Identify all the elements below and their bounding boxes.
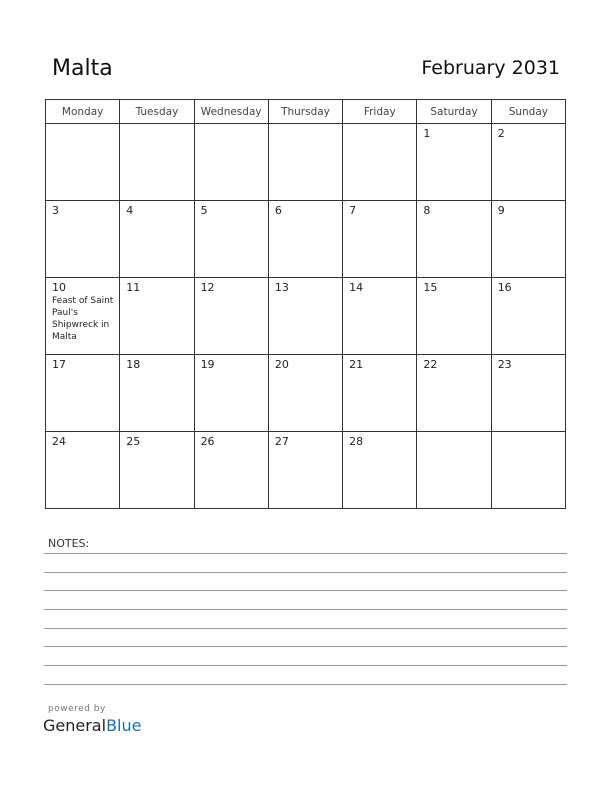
powered-by-text: powered by: [48, 704, 106, 714]
day-number: 3: [52, 204, 59, 217]
weekday-header-row: [46, 100, 566, 124]
day-cell: [194, 278, 268, 355]
weekday-thursday: Thursday: [268, 100, 342, 124]
week-row: [46, 278, 566, 355]
note-line: [44, 553, 567, 554]
day-number: 10: [52, 281, 66, 294]
day-number: 25: [126, 435, 141, 448]
day-cell: [491, 278, 565, 355]
day-number: 26: [200, 435, 215, 448]
week-row: [46, 432, 566, 509]
day-cell: [268, 278, 342, 355]
day-cell: [343, 278, 417, 355]
note-line: [44, 646, 567, 647]
day-number: 5: [200, 204, 208, 217]
day-cell: [120, 355, 194, 432]
day-cell: [417, 124, 491, 201]
day-cell: [194, 355, 268, 432]
day-cell: [417, 278, 491, 355]
day-cell: [343, 355, 417, 432]
day-cell: [194, 124, 268, 201]
day-number: 9: [497, 204, 505, 217]
brand-logo: [43, 716, 141, 735]
day-number: 4: [126, 204, 134, 217]
day-cell: [417, 432, 491, 509]
day-cell: [194, 201, 268, 278]
day-cell: [120, 432, 194, 509]
day-number: 17: [52, 358, 66, 371]
country-title: Malta: [52, 56, 113, 81]
day-number: 21: [349, 358, 364, 371]
day-cell: [46, 124, 120, 201]
day-number: 18: [126, 358, 141, 371]
day-cell: [268, 432, 342, 509]
weekday-tuesday: Tuesday: [120, 100, 194, 124]
day-cell: [46, 201, 120, 278]
calendar-grid: [45, 99, 566, 509]
day-cell: [343, 432, 417, 509]
day-cell: [417, 355, 491, 432]
day-cell: [491, 201, 565, 278]
holiday-label: Feast of Saint Paul's Shipwreck in Malta: [52, 296, 114, 342]
day-number: 14: [349, 281, 364, 294]
note-line: [44, 590, 567, 591]
day-cell: [343, 124, 417, 201]
day-number: 23: [497, 358, 512, 371]
day-number: [417, 432, 490, 435]
brand-part-blue: Blue: [106, 716, 142, 735]
day-number: 16: [497, 281, 512, 294]
day-cell: [491, 432, 565, 509]
day-number: [269, 124, 342, 127]
day-number: 19: [200, 358, 215, 371]
day-number: [343, 124, 416, 127]
day-number: 8: [423, 204, 431, 217]
day-number: 22: [423, 358, 438, 371]
day-number: 24: [52, 435, 66, 448]
day-number: 15: [423, 281, 438, 294]
note-line: [44, 628, 567, 629]
day-cell: [491, 124, 565, 201]
weekday-sunday: Sunday: [491, 100, 565, 124]
weekday-saturday: Saturday: [417, 100, 491, 124]
day-cell: [268, 201, 342, 278]
day-number: 6: [274, 204, 282, 217]
day-cell: [194, 432, 268, 509]
month-year-title: February 2031: [421, 57, 560, 79]
note-line: [44, 684, 567, 685]
day-number: 2: [497, 127, 505, 140]
note-line: [44, 572, 567, 573]
day-number: [492, 432, 565, 435]
day-cell: [120, 201, 194, 278]
note-line: [44, 665, 567, 666]
day-cell: [417, 201, 491, 278]
day-number: 20: [274, 358, 289, 371]
day-number: [120, 124, 193, 127]
day-cell: [46, 278, 120, 355]
day-cell: [120, 278, 194, 355]
day-cell: [46, 432, 120, 509]
day-number: 13: [274, 281, 289, 294]
weekday-friday: Friday: [343, 100, 417, 124]
day-cell: [46, 355, 120, 432]
day-cell: [268, 355, 342, 432]
weekday-wednesday: Wednesday: [194, 100, 268, 124]
day-cell: [120, 124, 194, 201]
day-number: 1: [423, 127, 431, 140]
notes-label: NOTES:: [48, 537, 90, 550]
day-cell: [343, 201, 417, 278]
day-number: [195, 124, 268, 127]
note-line: [44, 609, 567, 610]
day-number: 28: [349, 435, 364, 448]
week-row: [46, 355, 566, 432]
day-number: 12: [200, 281, 215, 294]
brand-part-general: General: [43, 716, 107, 735]
day-number: [46, 124, 119, 127]
day-cell: [491, 355, 565, 432]
day-number: 7: [349, 204, 357, 217]
day-number: 27: [274, 435, 289, 448]
day-cell: [268, 124, 342, 201]
week-row: [46, 124, 566, 201]
week-row: [46, 201, 566, 278]
weekday-monday: Monday: [46, 100, 120, 124]
day-number: 11: [126, 281, 141, 294]
